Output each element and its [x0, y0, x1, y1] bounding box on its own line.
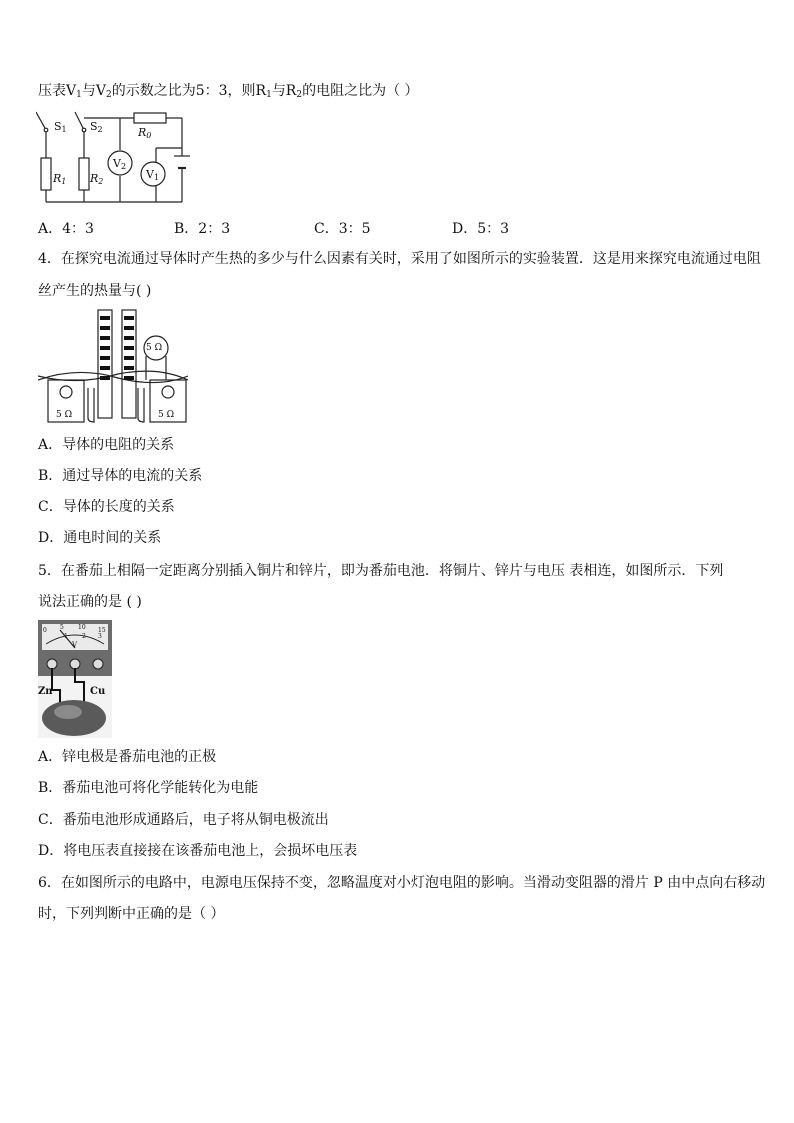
q3-option-a[interactable]: A．4：3: [38, 221, 94, 237]
q4-option-d[interactable]: D．通电时间的关系: [38, 530, 162, 546]
s1-label: S1: [54, 120, 67, 134]
r2-label: R2: [90, 172, 104, 186]
s2-label: S2: [90, 120, 103, 134]
q4-option-c[interactable]: C．导体的长度的关系: [38, 499, 175, 515]
q3-option-d[interactable]: D．5：3: [452, 221, 510, 237]
external-resistor-label: 5 Ω: [146, 343, 163, 353]
svg-text:1: 1: [64, 633, 68, 640]
q3-circuit-diagram: [36, 110, 192, 206]
r0-label: R0: [138, 126, 152, 140]
svg-text:2: 2: [82, 633, 86, 640]
q4-stem-line1: 4．在探究电流通过导体时产生热的多少与什么因素有关时，采用了如图所示的实验装置．这是用来探究电流通过电阻: [38, 251, 761, 267]
q4-stem-line2: 丝产生的热量与( ): [38, 283, 152, 299]
svg-text:0: 0: [43, 627, 47, 634]
r1-label: R1: [53, 172, 67, 186]
v1-label: V1: [146, 168, 160, 182]
q4-apparatus-figure: [38, 308, 188, 426]
q5-option-c[interactable]: C．番茄电池形成通路后，电子将从铜电极流出: [38, 812, 329, 828]
q5-option-d[interactable]: D．将电压表直接接在该番茄电池上，会损坏电压表: [38, 843, 358, 859]
zn-label: Zn: [38, 686, 53, 697]
svg-text:3: 3: [98, 633, 102, 640]
q5-option-a[interactable]: A．锌电极是番茄电池的正极: [38, 749, 217, 765]
q6-stem-line1: 6．在如图所示的电路中，电源电压保持不变，忽略温度对小灯泡电阻的影响。当滑动变阻器的滑片 P 由中点向右移动: [38, 875, 766, 891]
svg-text:10: 10: [78, 624, 86, 631]
q3-option-c[interactable]: C．3：5: [314, 221, 371, 237]
q4-option-b[interactable]: B．通过导体的电流的关系: [38, 468, 203, 484]
q5-stem-line1: 5．在番茄上相隔一定距离分别插入铜片和锌片，即为番茄电池．将铜片、锌片与电压 表相连，如图所示．下列: [38, 563, 724, 579]
q3-option-b[interactable]: B．2：3: [174, 221, 231, 237]
right-resistor-label: 5 Ω: [158, 410, 175, 420]
q5-option-b[interactable]: B．番茄电池可将化学能转化为电能: [38, 780, 259, 796]
q5-tomato-battery-figure: [38, 620, 112, 738]
left-resistor-label: 5 Ω: [56, 410, 73, 420]
svg-text:15: 15: [98, 627, 106, 634]
q4-option-a[interactable]: A．导体的电阻的关系: [38, 437, 175, 453]
q5-stem-line2: 说法正确的是 ( ): [38, 594, 142, 610]
q6-stem-line2: 时，下列判断中正确的是（ ）: [38, 906, 225, 922]
cu-label: Cu: [90, 686, 106, 697]
q3-stem: 压表$V_1$与$V_2$的示数之比为5：3，则$R_1$与$R_2$的电阻之比为（ ）: [38, 83, 419, 100]
v2-label: V2: [113, 157, 127, 171]
svg-text:5: 5: [60, 624, 64, 631]
svg-text:V: V: [72, 641, 78, 649]
